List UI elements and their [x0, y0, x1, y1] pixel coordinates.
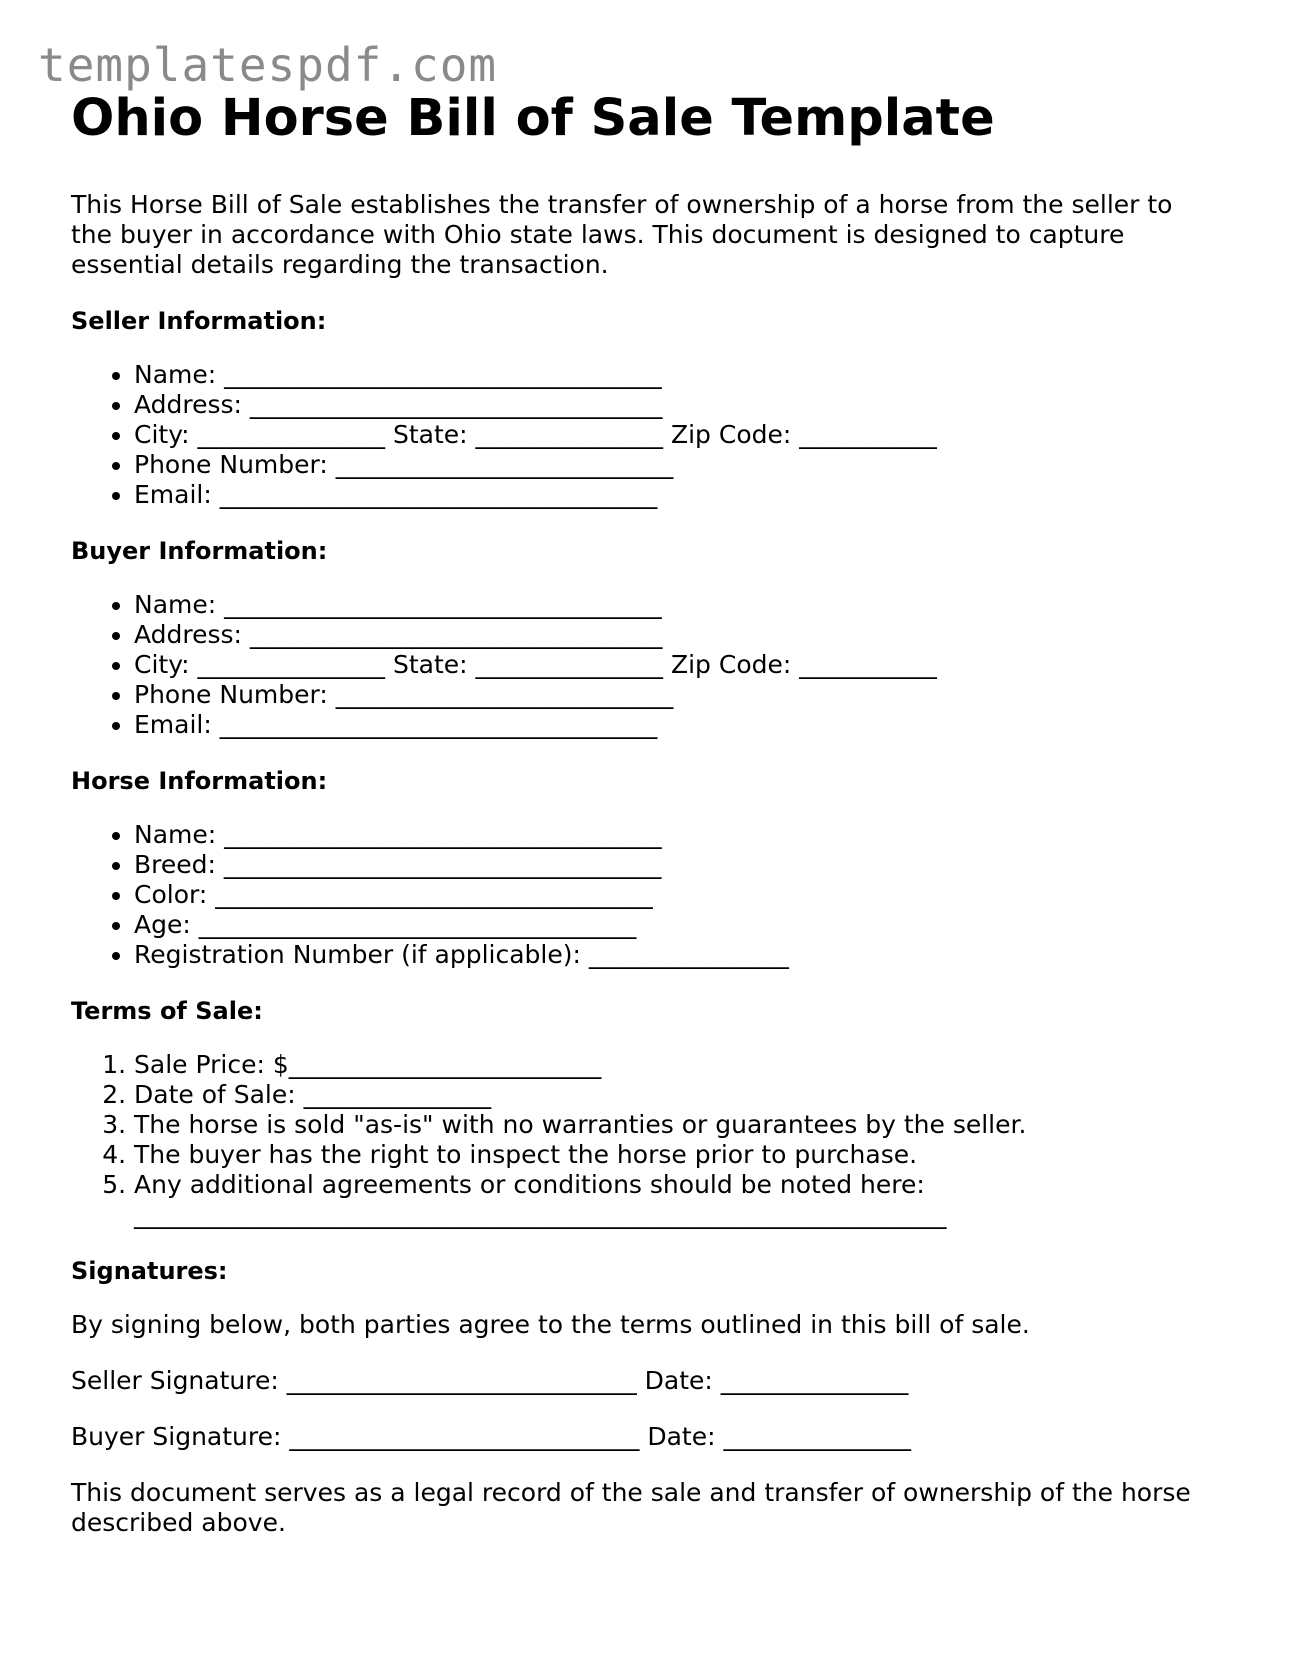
horse-breed-field: • Breed: ___________________________________ [134, 850, 1221, 880]
intro-paragraph: This Horse Bill of Sale establishes the transfer of ownership of a horse from the seller to the buyer in accordance with Ohio state laws. This document is designed to capture essential details regarding the transaction. [71, 190, 1173, 279]
additional-agreements-line: _________________________________________________________________ [134, 1200, 947, 1229]
horse-age-field: • Age: ___________________________________ [134, 910, 1221, 940]
seller-heading: Seller Information: [71, 307, 327, 335]
buyer-email-field: • Email: ___________________________________ [134, 710, 1221, 740]
watermark: templatespdf.com [38, 38, 498, 92]
buyer-heading: Buyer Information: [71, 537, 328, 565]
inspection-term: 4. The buyer has the right to inspect the horse prior to purchase. [134, 1140, 1221, 1170]
document-body [71, 88, 1221, 1564]
terms-list [71, 1050, 1221, 1230]
horse-list [71, 820, 1221, 970]
buyer-name-field: • Name: ___________________________________ [134, 590, 1221, 620]
sale-date-term: 2. Date of Sale: _______________ [134, 1080, 1221, 1110]
sale-price-term: 1. Sale Price: $_________________________ [134, 1050, 1221, 1080]
seller-city-state-zip-field: • City: _______________ State: _______________ Zip Code: ___________ [134, 420, 1221, 450]
seller-email-field: • Email: ___________________________________ [134, 480, 1221, 510]
buyer-address-field: • Address: _________________________________ [134, 620, 1221, 650]
as-is-term: 3. The horse is sold "as-is" with no warranties or guarantees by the seller. [134, 1110, 1221, 1140]
seller-address-field: • Address: _________________________________ [134, 390, 1221, 420]
horse-registration-field: • Registration Number (if applicable): ________________ [134, 940, 1221, 970]
additional-agreements-label: Any additional agreements or conditions should be noted here: [134, 1170, 925, 1199]
page-title: Ohio Horse Bill of Sale Template [71, 89, 995, 148]
seller-name-field: • Name: ___________________________________ [134, 360, 1221, 390]
additional-agreements-term [134, 1170, 1221, 1230]
buyer-city-state-zip-field: • City: _______________ State: _______________ Zip Code: ___________ [134, 650, 1221, 680]
signatures-heading: Signatures: [71, 1257, 228, 1285]
signatures-statement: By signing below, both parties agree to the terms outlined in this bill of sale. [71, 1310, 1030, 1339]
seller-phone-field: • Phone Number: ___________________________ [134, 450, 1221, 480]
buyer-signature-line: Buyer Signature: ____________________________ Date: _______________ [71, 1422, 911, 1451]
buyer-list [71, 590, 1221, 740]
horse-color-field: • Color: ___________________________________ [134, 880, 1221, 910]
seller-signature-line: Seller Signature: ____________________________ Date: _______________ [71, 1366, 909, 1395]
buyer-phone-field: • Phone Number: ___________________________ [134, 680, 1221, 710]
horse-heading: Horse Information: [71, 767, 328, 795]
closing-paragraph: This document serves as a legal record of the sale and transfer of ownership of the horse described above. [71, 1478, 1191, 1537]
terms-heading: Terms of Sale: [71, 997, 263, 1025]
seller-list [71, 360, 1221, 510]
horse-name-field: • Name: ___________________________________ [134, 820, 1221, 850]
